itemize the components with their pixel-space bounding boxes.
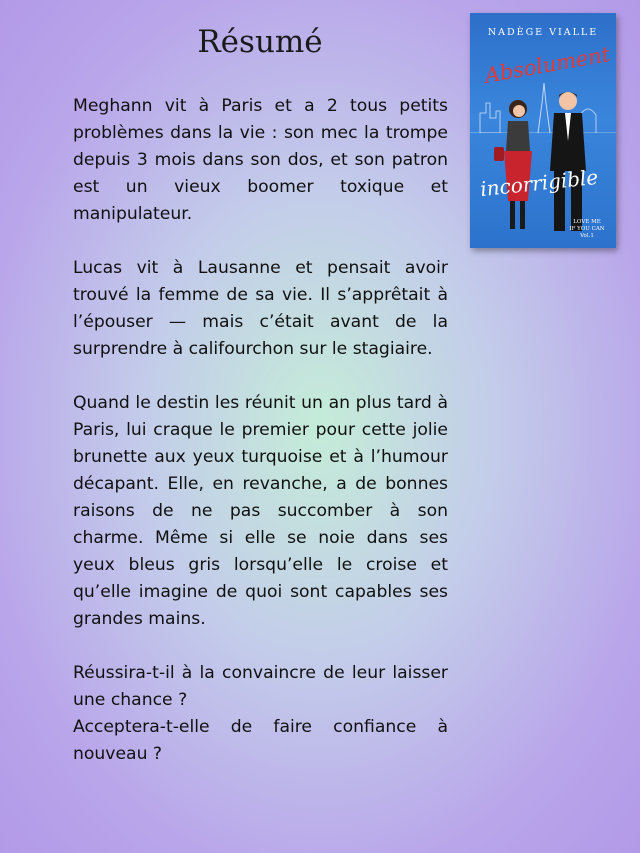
cover-title-line1: Absolument <box>482 42 612 88</box>
page-title: Résumé <box>197 24 323 60</box>
summary-paragraph: Quand le destin les réunit un an plus tard à Paris, lui craque le premier pour cette jolie brunette aux yeux turquoise et à l’humour décapant. Elle, en revanche, a de bonnes raisons de ne pas succomber à son charme. Même si elle se noie dans ses yeux bleus gris lorsqu’elle le croise et qu’elle imagine de quoi sont capables ses grandes mains. <box>73 393 448 629</box>
cover-title-line2: incorrigible <box>479 164 600 202</box>
cover-series-line: IF YOU CAN <box>569 226 605 232</box>
summary-paragraph: Lucas vit à Lausanne et pensait avoir trouvé la femme de sa vie. Il s’apprêtait à l’épouser — mais c’était avant de la surprendre à califourchon sur le stagiaire. <box>73 258 448 359</box>
summary-text <box>73 93 448 768</box>
summary-question: Réussira-t-il à la convaincre de leur laisser une chance ? <box>73 663 448 710</box>
cover-series <box>564 219 610 240</box>
cover-series-line: LOVE ME <box>573 219 601 225</box>
cover-author: NADÈGE VIALLE <box>487 27 599 38</box>
cover-series-volume: Vol.1 <box>580 233 594 239</box>
summary-question: Acceptera-t-elle de faire confiance à nouveau ? <box>73 717 448 764</box>
book-cover <box>470 13 616 248</box>
summary-paragraph: Meghann vit à Paris et a 2 tous petits problèmes dans la vie : son mec la trompe depuis 3 mois dans son dos, et son patron est un vieux boomer toxique et manipulateur. <box>73 96 448 224</box>
